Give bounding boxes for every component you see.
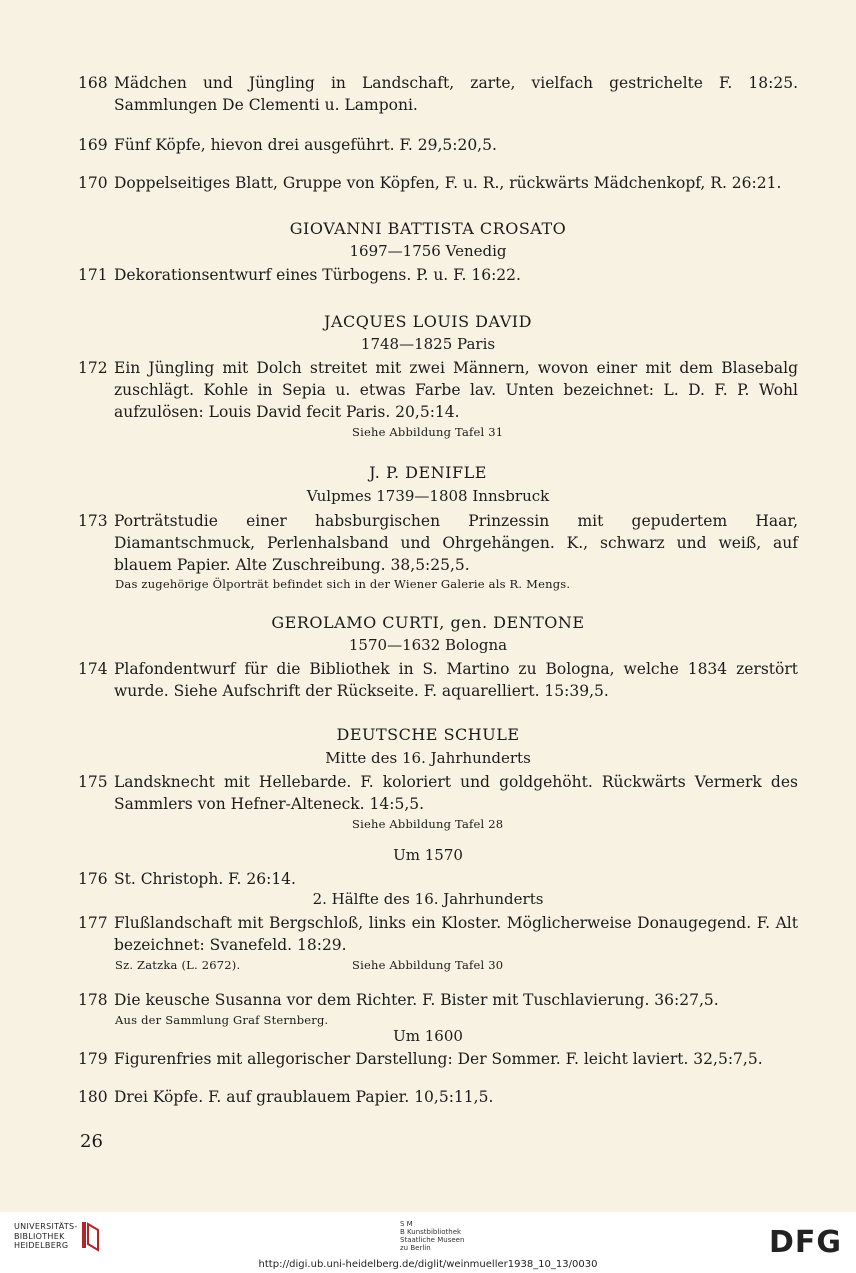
entry-number: 176 xyxy=(78,870,108,888)
logo-text-line: S M xyxy=(400,1220,413,1228)
provenance-note: Das zugehörige Ölporträt befindet sich in der Wiener Galerie als R. Mengs. xyxy=(115,577,571,591)
entry-text: Flußlandschaft mit Bergschloß, links ein Kloster. Möglicherweise Donaugegend. F. Alt bezeichnet: Svanefeld. 18:29. xyxy=(114,914,798,954)
catalog-entry xyxy=(78,912,798,956)
catalog-entry xyxy=(78,989,798,1011)
page-number: 26 xyxy=(80,1131,103,1152)
catalog-entry xyxy=(78,72,798,116)
entry-text: Porträtstudie einer habsburgischen Prinzessin mit gepudertem Haar, Diamantschmuck, Perlenhalsband und Ohrgehängen. K., schwarz und weiß, auf blauem Papier. Alte Zuschreibung. 38,5:25,5. xyxy=(114,512,798,574)
period-label: Mitte des 16. Jahrhunderts xyxy=(325,749,531,767)
logo-text-line: BIBLIOTHEK xyxy=(14,1231,65,1241)
entry-number: 172 xyxy=(78,359,108,377)
logo-text-line: UNIVERSITÄTS- xyxy=(14,1222,78,1231)
artist-heading: JACQUES LOUIS DAVID xyxy=(324,312,532,331)
entry-text: Mädchen und Jüngling in Landschaft, zarte, vielfach gestrichelte F. 18:25. Sammlungen De Clementi u. Lamponi. xyxy=(114,74,798,114)
entry-number: 170 xyxy=(78,174,108,192)
entry-text: Die keusche Susanna vor dem Richter. F. Bister mit Tuschlavierung. 36:27,5. xyxy=(114,991,719,1009)
artist-heading: GIOVANNI BATTISTA CROSATO xyxy=(289,219,567,238)
entry-text: Landsknecht mit Hellebarde. F. koloriert und goldgehöht. Rückwärts Vermerk des Sammlers von Hefner-Alteneck. 14:5,5. xyxy=(114,773,798,813)
logo-text-line: HEIDELBERG xyxy=(14,1241,69,1250)
entry-number: 171 xyxy=(78,266,108,284)
plate-reference: Siehe Abbildung Tafel 30 xyxy=(352,958,504,972)
university-library-logo[interactable] xyxy=(14,1222,78,1251)
entry-text: St. Christoph. F. 26:14. xyxy=(114,870,296,888)
entry-number: 169 xyxy=(78,136,108,154)
catalog-entry xyxy=(78,771,798,815)
catalog-entry xyxy=(78,264,798,286)
period-label: 2. Hälfte des 16. Jahrhunderts xyxy=(312,890,544,908)
permalink-url[interactable]: http://digi.ub.uni-heidelberg.de/diglit/weinmueller1938_10_13/0030 xyxy=(258,1259,598,1270)
logo-text-line: Staatliche Museen xyxy=(400,1236,465,1244)
artist-dates: 1697—1756 Venedig xyxy=(349,242,507,260)
entry-text: Fünf Köpfe, hievon drei ausgeführt. F. 29,5:20,5. xyxy=(114,136,497,154)
entry-number: 179 xyxy=(78,1050,108,1068)
artist-dates: 1570—1632 Bologna xyxy=(348,636,508,654)
entry-number: 173 xyxy=(78,512,108,530)
period-label: Um 1570 xyxy=(393,846,463,864)
entry-number: 168 xyxy=(78,74,108,92)
period-label: Um 1600 xyxy=(393,1027,463,1045)
provenance-note: Sz. Zatzka (L. 2672). xyxy=(115,958,241,972)
entry-number: 178 xyxy=(78,991,108,1009)
artist-heading: GEROLAMO CURTI, gen. DENTONE xyxy=(271,613,585,632)
artist-dates: Vulpmes 1739—1808 Innsbruck xyxy=(306,487,550,505)
digitization-footer xyxy=(0,1212,856,1273)
entry-number: 175 xyxy=(78,773,108,791)
artist-dates: 1748—1825 Paris xyxy=(360,335,496,353)
provenance-note: Aus der Sammlung Graf Sternberg. xyxy=(115,1013,329,1027)
dfg-logo[interactable]: DFG xyxy=(768,1225,842,1260)
catalog-entry xyxy=(78,134,798,156)
logo-text-line: zu Berlin xyxy=(400,1244,431,1252)
catalog-entry xyxy=(78,658,798,702)
catalog-entry xyxy=(78,172,798,194)
catalog-entry xyxy=(78,1086,798,1108)
school-heading: DEUTSCHE SCHULE xyxy=(336,725,520,744)
catalog-entry xyxy=(78,868,798,890)
entry-text: Figurenfries mit allegorischer Darstellung: Der Sommer. F. leicht laviert. 32,5:7,5. xyxy=(114,1050,763,1068)
entry-text: Drei Köpfe. F. auf graublauem Papier. 10,5:11,5. xyxy=(114,1088,494,1106)
library-mark-icon xyxy=(80,1220,102,1252)
entry-text: Plafondentwurf für die Bibliothek in S. Martino zu Bologna, welche 1834 zerstört wurde. Siehe Aufschrift der Rückseite. F. aquarelliert. 15:39,5. xyxy=(114,660,798,700)
artist-heading: J. P. DENIFLE xyxy=(369,463,487,482)
catalog-entry xyxy=(78,510,798,576)
entry-text: Doppelseitiges Blatt, Gruppe von Köpfen, F. u. R., rückwärts Mädchenkopf, R. 26:21. xyxy=(114,174,782,192)
logo-text-line: B Kunstbibliothek xyxy=(400,1228,462,1236)
plate-reference: Siehe Abbildung Tafel 31 xyxy=(352,425,504,439)
entry-text: Dekorationsentwurf eines Türbogens. P. u. F. 16:22. xyxy=(114,266,521,284)
entry-number: 177 xyxy=(78,914,108,932)
catalog-entry xyxy=(78,357,798,423)
kunstbibliothek-logo[interactable] xyxy=(400,1220,464,1252)
entry-number: 180 xyxy=(78,1088,108,1106)
entry-text: Ein Jüngling mit Dolch streitet mit zwei Männern, wovon einer mit dem Blasebalg zuschlägt. Kohle in Sepia u. etwas Farbe lav. Unten bezeichnet: L. D. F. P. Wohl aufzulösen: Louis David fecit Paris. 20,5:14. xyxy=(114,359,798,421)
entry-number: 174 xyxy=(78,660,108,678)
catalog-entry xyxy=(78,1048,798,1070)
plate-reference: Siehe Abbildung Tafel 28 xyxy=(352,817,504,831)
